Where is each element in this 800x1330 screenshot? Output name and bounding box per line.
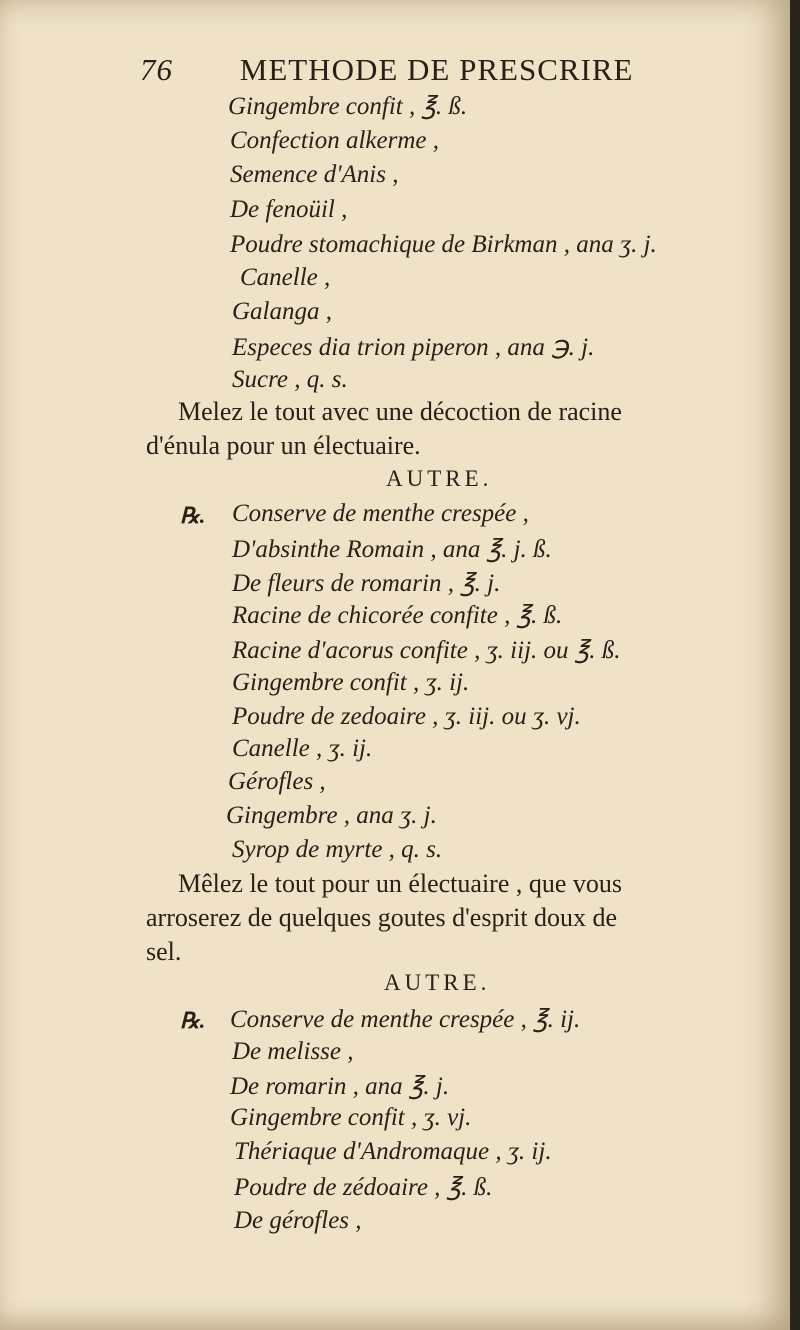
ingredient-line: Poudre de zédoaire , ℥. ß. [234,1174,493,1201]
ingredient-line: Canelle , [240,264,331,291]
prose-line: arroserez de quelques goutes d'esprit doux de [146,903,618,932]
ingredient-line: Poudre stomachique de Birkman , ana ʒ. j. [230,231,657,258]
recipe-symbol: ℞. [180,503,206,528]
running-head-title: METHODE DE PRESCRIRE [239,52,634,87]
ingredient-line: Poudre de zedoaire , ʒ. iij. ou ʒ. vj. [232,703,581,730]
ingredient-line: Gingembre confit , ℥. ß. [228,93,468,120]
ingredient-line: De melisse , [232,1038,354,1065]
ingredient-line: Conserve de menthe crespée , ℥. ij. [230,1006,581,1033]
ingredient-line: Thériaque d'Andromaque , ʒ. ij. [234,1138,552,1165]
ingredient-line: Gingembre confit , ʒ. vj. [230,1104,472,1131]
ingredient-line: Gingembre , ana ʒ. j. [226,802,437,829]
ingredient-line: De fleurs de romarin , ℥. j. [232,570,501,597]
ingredient-line: De fenoüil , [230,196,348,223]
prose-line: d'énula pour un électuaire. [146,431,421,460]
ingredient-line: Canelle , ʒ. ij. [232,735,373,762]
section-heading: AUTRE. [386,466,493,491]
prose-line: sel. [146,937,182,966]
recipe-symbol: ℞. [180,1008,206,1033]
ingredient-line: Galanga , [232,298,332,325]
ingredient-line: D'absinthe Romain , ana ℥. j. ß. [232,536,552,563]
ingredient-line: Racine d'acorus confite , ʒ. iij. ou ℥. ß. [232,637,621,664]
ingredient-line: De gérofles , [234,1207,362,1234]
prose-line: Mêlez le tout pour un électuaire , que vous [178,869,623,898]
ingredient-line: Sucre , q. s. [232,366,348,393]
ingredient-line: Confection alkerme , [230,127,439,154]
ingredient-line: Especes dia trion piperon , ana ℈. j. [232,334,595,361]
page-number: 76 [140,52,173,87]
ingredient-line: Conserve de menthe crespée , [232,500,529,527]
ingredient-line: Semence d'Anis , [230,161,399,188]
prose-line [178,397,748,427]
ingredient-line: Gingembre confit , ʒ. ij. [232,669,470,696]
ingredient-line: De romarin , ana ℥. j. [230,1073,450,1100]
prose-text: Melez le tout avec une décoction de racine [178,397,622,426]
section-heading: AUTRE. [384,970,491,995]
ingredient-line: Gérofles , [228,768,326,795]
ingredient-line: Racine de chicorée confite , ℥. ß. [232,602,563,629]
running-header [140,52,634,88]
ingredient-line: Syrop de myrte , q. s. [232,836,443,863]
